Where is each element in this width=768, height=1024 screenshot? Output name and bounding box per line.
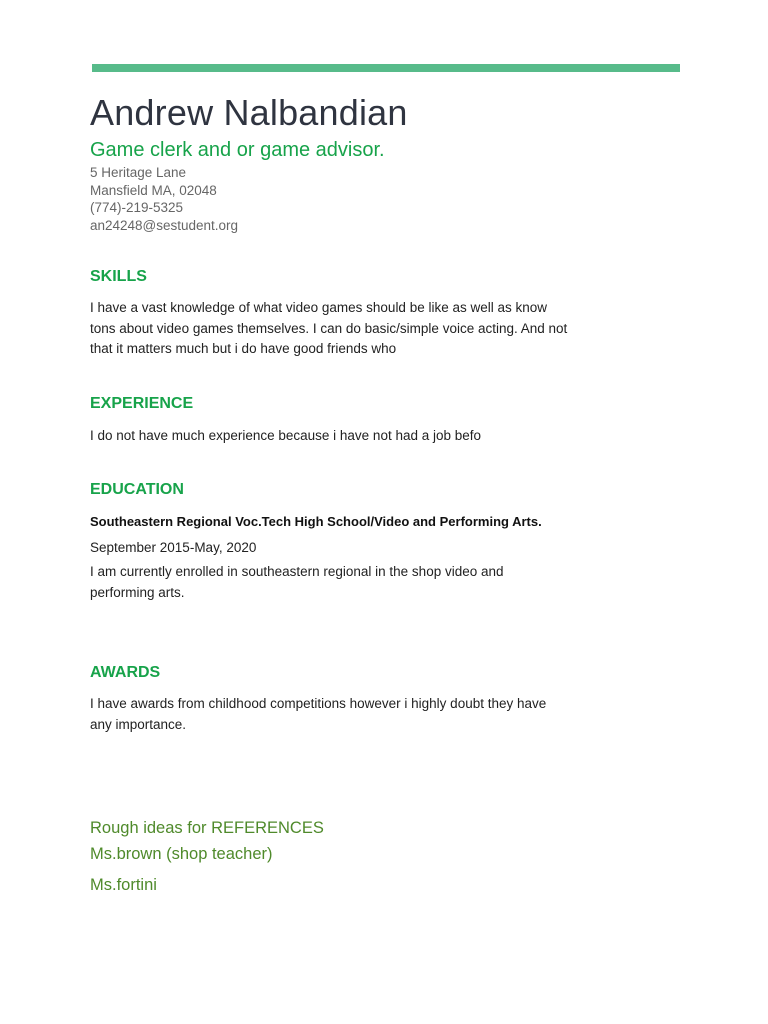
contact-email: an24248@sestudent.org	[90, 218, 239, 233]
resume-name: Andrew Nalbandian	[90, 92, 408, 133]
reference-item: Ms.brown (shop teacher)	[90, 845, 273, 863]
skills-heading: SKILLS	[90, 268, 147, 285]
skills-text: I have a vast knowledge of what video games should be like as well as know tons about video games themselves. I can do basic/simple voice acting. And not that it matters much but i do have good friends who	[90, 300, 568, 356]
education-school: Southeastern Regional Voc.Tech High School/Video and Performing Arts.	[90, 514, 542, 529]
awards-heading: AWARDS	[90, 664, 161, 681]
resume-subtitle: Game clerk and or game advisor.	[90, 139, 385, 161]
contact-address-line2: Mansfield MA, 02048	[90, 183, 217, 198]
education-dates: September 2015-May, 2020	[90, 540, 257, 555]
reference-item: Ms.fortini	[90, 876, 157, 894]
awards-text: I have awards from childhood competitions however i highly doubt they have any importance.	[90, 696, 547, 732]
top-accent-rule	[92, 64, 680, 72]
references-heading: Rough ideas for REFERENCES	[90, 819, 324, 837]
contact-phone: (774)-219-5325	[90, 200, 184, 215]
experience-text: I do not have much experience because i have not had a job befo	[90, 428, 482, 443]
contact-address-line1: 5 Heritage Lane	[90, 165, 187, 180]
education-text: I am currently enrolled in southeastern regional in the shop video and performing arts.	[90, 564, 504, 600]
education-heading: EDUCATION	[90, 481, 184, 498]
experience-heading: EXPERIENCE	[90, 395, 194, 412]
